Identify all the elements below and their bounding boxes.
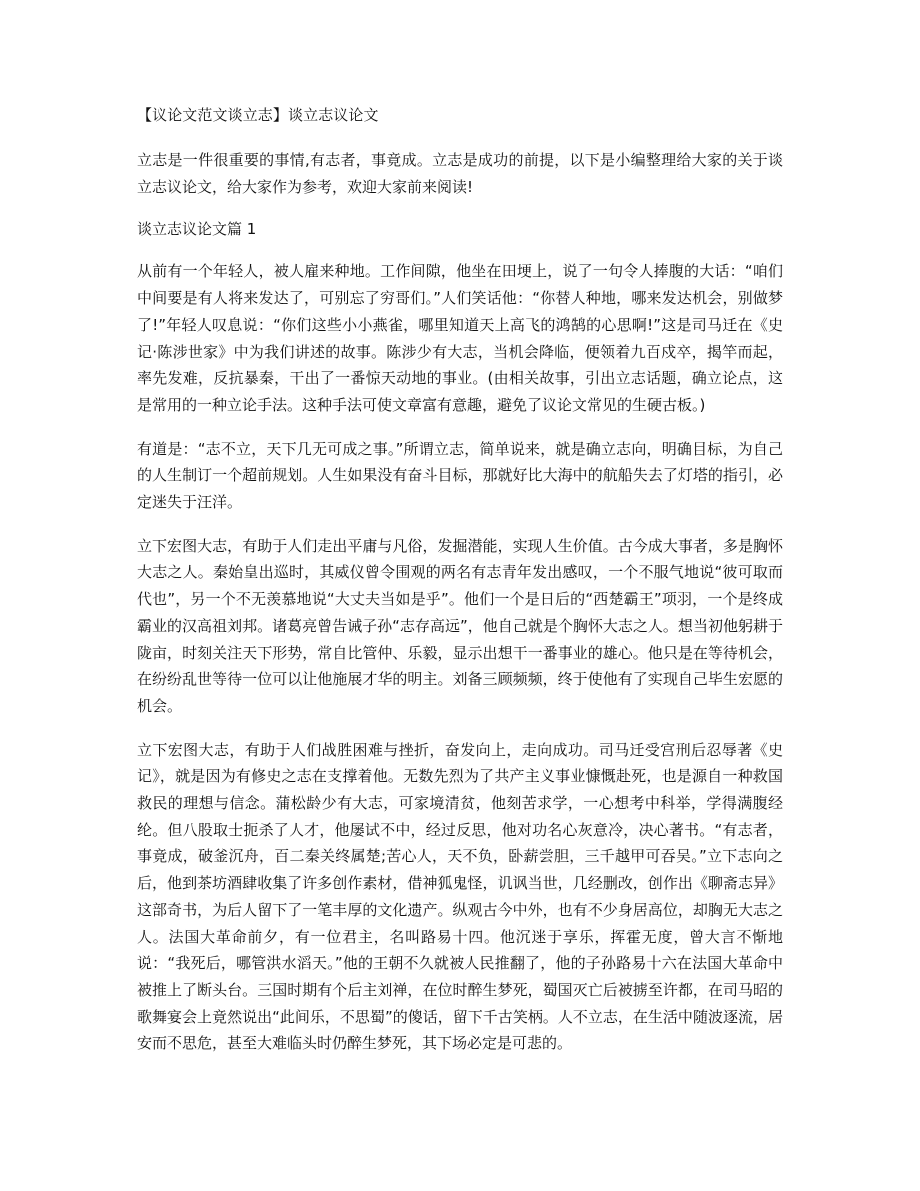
body-paragraph-1: 从前有一个年轻人，被人雇来种地。工作间隙，他坐在田埂上，说了一句令人捧腹的大话：“咱们中间要是有人将来发达了，可别忘了穷哥们。”人们笑话他：“你替人种地，哪来发达机会，别做梦了!”年轻人叹息说：“你们这些小小燕雀，哪里知道天上高飞的鸿鹄的心思啊!”这是司马迁在《史记·陈涉世家》中为我们讲述的故事。陈涉少有大志，当机会降临，便领着九百戍卒，揭竿而起，率先发难，反抗暴秦，干出了一番惊天动地的事业。(由相关故事，引出立志话题，确立论点，这是常用的一种立论手法。这种手法可使文章富有意趣，避免了议论文常见的生硬古板。) [137,262,783,414]
document-title: 【议论文范文谈立志】谈立志议论文 [137,106,379,124]
body-paragraph-4: 立下宏图大志，有助于人们战胜困难与挫折，奋发向上，走向成功。司马迁受宫刑后忍辱著《史记》，就是因为有修史之志在支撑着他。无数先烈为了共产主义事业慷慨赴死，也是源自一种救国救民的理想与信念。蒲松龄少有大志，可家境清贫，他刻苦求学，一心想考中科举，学得满腹经纶。但八股取士扼杀了人才，他屡试不中，经过反思，他对功名心灰意冷，决心著书。“有志者，事竟成，破釜沉舟，百二秦关终属楚;苦心人，天不负，卧薪尝胆，三千越甲可吞吴。”立下志向之后，他到茶坊酒肆收集了许多创作素材，借神狐鬼怪，讥讽当世，几经删改，创作出《聊斋志异》这部奇书，为后人留下了一笔丰厚的文化遗产。纵观古今中外，也有不少身居高位，却胸无大志之人。法国大革命前夕，有一位君主，名叫路易十四。他沉迷于享乐，挥霍无度，曾大言不惭地说：“我死后，哪管洪水滔天。”他的王朝不久就被人民推翻了，他的子孙路易十六在法国大革命中被推上了断头台。三国时期有个后主刘禅，在位时醉生梦死，蜀国灭亡后被掳至许都，在司马昭的歌舞宴会上竟然说出“此间乐，不思蜀”的傻话，留下千古笑柄。人不立志，在生活中随波逐流，居安而不思危，甚至大难临头时仍醉生梦死，其下场必定是可悲的。 [137,740,783,1053]
section-heading: 谈立志议论文篇 1 [137,220,257,239]
spacer [137,516,783,533]
body-paragraph-2: 有道是：“志不立，天下几无可成之事。”所谓立志，简单说来，就是确立志向，明确目标，为自己的人生制订一个超前规划。人生如果没有奋斗目标，那就好比大海中的航船失去了灯塔的指引，必定迷失于汪洋。 [137,439,783,512]
spacer [137,200,783,214]
intro-paragraph: 立志是一件很重要的事情,有志者，事竟成。立志是成功的前提，以下是小编整理给大家的关于谈立志议论文，给大家作为参考，欢迎大家前来阅读! [137,151,783,196]
spacer [137,419,783,436]
document-page [137,100,783,1057]
spacer [137,130,783,147]
body-paragraph-3: 立下宏图大志，有助于人们走出平庸与凡俗，发掘潜能，实现人生价值。古今成大事者，多是胸怀大志之人。秦始皇出巡时，其威仪曾令围观的两名有志青年发出感叹，一个不服气地说“彼可取而代也”，另一个不无羡慕地说“大丈夫当如是乎”。他们一个是日后的“西楚霸王”项羽，一个是终成霸业的汉高祖刘邦。诸葛亮曾告诫子孙“志存高远”，他自己就是个胸怀大志之人。想当初他躬耕于陇亩，时刻关注天下形势，常自比管仲、乐毅，显示出想干一番事业的雄心。他只是在等待机会，在纷纷乱世等待一位可以让他施展才华的明主。刘备三顾频频，终于使他有了实现自己毕生宏愿的机会。 [137,536,783,715]
spacer [137,244,783,258]
spacer [137,720,783,737]
